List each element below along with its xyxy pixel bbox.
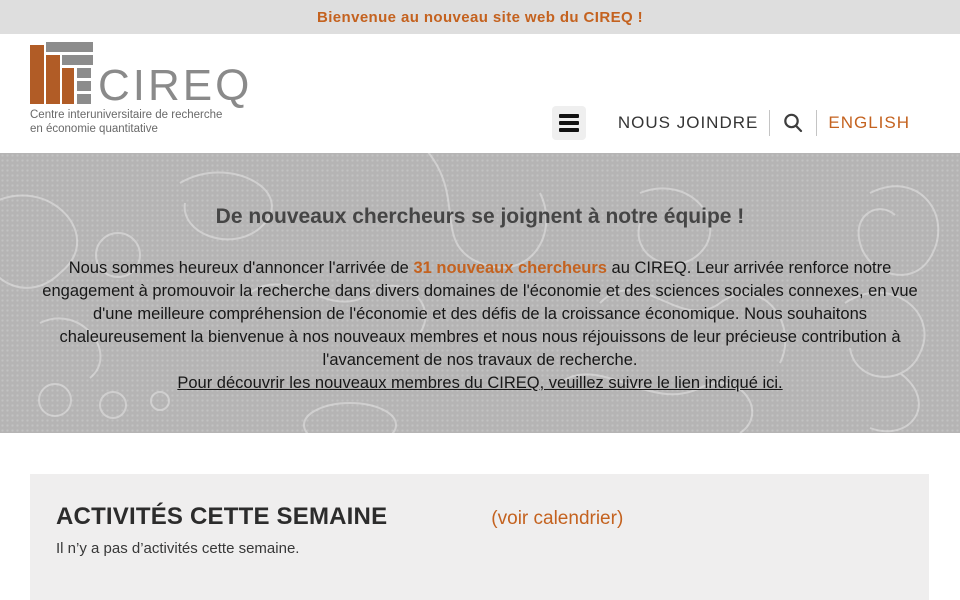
logo-tagline-line1: Centre interuniversitaire de recherche: [30, 109, 223, 121]
hero-members-link[interactable]: Pour découvrir les nouveaux membres du CIREQ, veuillez suivre le lien indiqué ici.: [177, 374, 783, 392]
announcement-banner: [0, 0, 960, 34]
header-nav: [552, 106, 910, 140]
announcement-text: Bienvenue au nouveau site web du CIREQ !: [316, 8, 644, 26]
nav-link-contact[interactable]: NOUS JOINDRE: [617, 113, 759, 132]
hero-section: [0, 153, 960, 433]
search-button[interactable]: [781, 111, 805, 135]
activities-empty-message: Il n’y a pas d’activités cette semaine.: [56, 540, 300, 557]
nav-divider: [816, 110, 817, 136]
hero-title: De nouveaux chercheurs se joignent à notre équipe !: [215, 205, 745, 228]
logo-tagline: [30, 108, 252, 136]
hero-paragraph-end: au CIREQ. Leur arrivée renforce notre engagement à promouvoir la recherche dans divers domaines de l'économie et des sciences sociales connexes, en vue d'une meilleure compréhension de l'économie et des défis de la croissance économique. Nous souhaitons chaleureusement la bienvenue à nos nouveaux membres et nous nous réjouissons de leur précieuse contribution à l'avancement de nos travaux de recherche.: [42, 259, 918, 369]
hero-paragraph-start: Nous sommes heureux d'annoncer l'arrivée de: [68, 259, 414, 277]
cireq-logo[interactable]: [30, 42, 252, 136]
nav-divider: [769, 110, 770, 136]
logo-tagline-line2: en économie quantitative: [30, 123, 158, 135]
cireq-logo-icon: [30, 42, 94, 104]
hero-content: [0, 153, 960, 395]
hero-paragraph: [35, 257, 925, 395]
search-icon: [782, 112, 804, 134]
section-spacer: [0, 433, 960, 474]
hamburger-menu-button[interactable]: [552, 106, 586, 140]
calendar-link[interactable]: (voir calendrier): [491, 508, 624, 529]
site-header: [0, 34, 960, 153]
nav-link-language[interactable]: ENGLISH: [828, 113, 910, 132]
hamburger-icon: [559, 128, 579, 131]
cireq-wordmark: CIREQ: [98, 61, 253, 110]
hero-highlight-link[interactable]: 31 nouveaux chercheurs: [413, 259, 607, 277]
activities-card: [30, 474, 929, 600]
hamburger-icon: [559, 114, 579, 117]
activities-title: ACTIVITÉS CETTE SEMAINE: [56, 503, 388, 530]
hamburger-icon: [559, 121, 579, 124]
